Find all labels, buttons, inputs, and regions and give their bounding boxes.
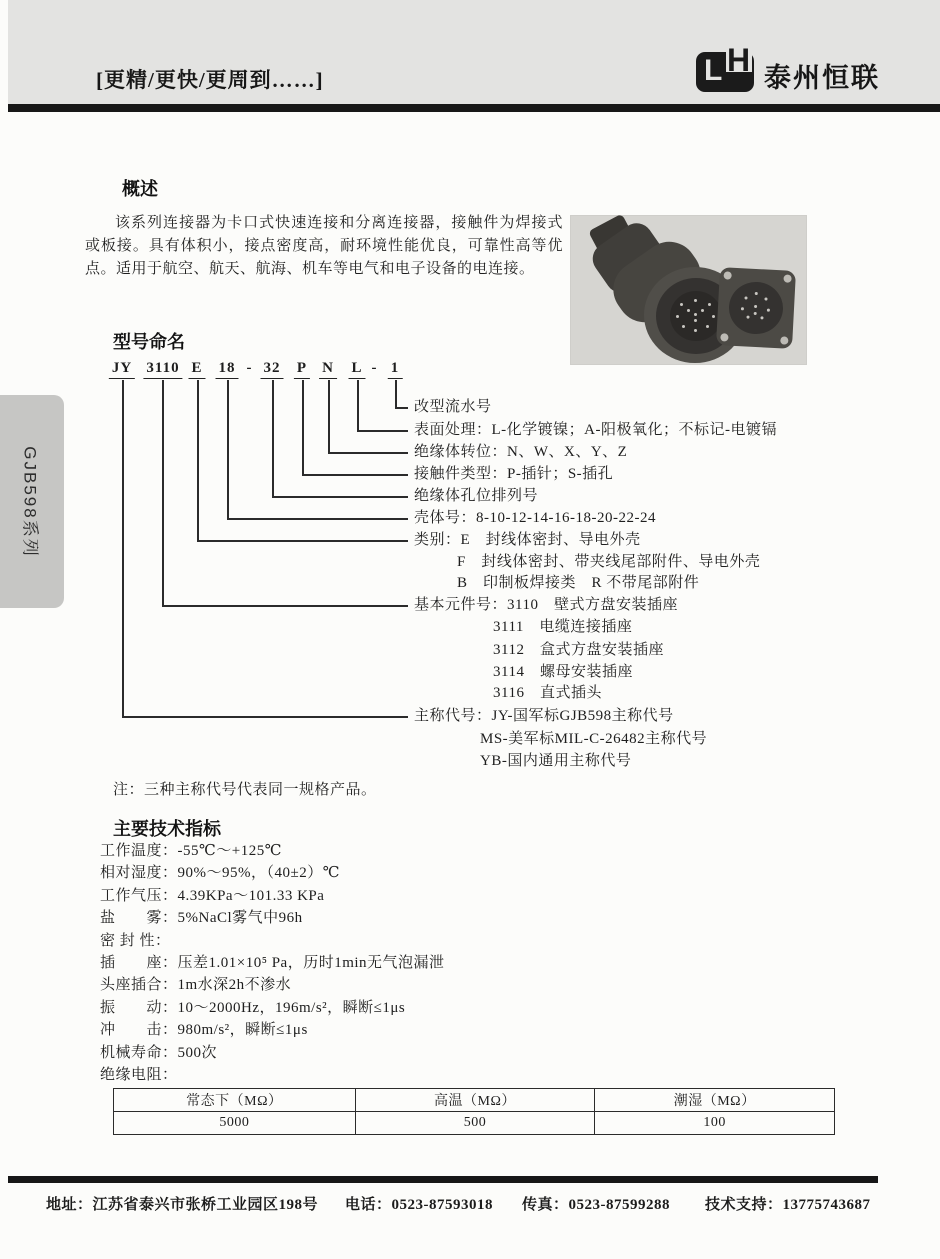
diagram-line bbox=[197, 380, 199, 541]
flange-hole bbox=[720, 333, 728, 341]
diagram-label: 绝缘体孔位排列号 bbox=[414, 488, 539, 504]
footer-address: 地址：江苏省泰兴市张桥工业园区198号 bbox=[46, 1197, 319, 1213]
spec-line: 工作气压：4.39KPa～101.33 KPa bbox=[100, 887, 325, 904]
diagram-label: B 印制板焊接类 R 不带尾部附件 bbox=[457, 575, 700, 591]
diagram-line bbox=[227, 380, 229, 519]
overview-paragraph: 该系列连接器为卡口式快速连接和分离连接器，接触件为焊接式或板接。具有体积小，接点密度高，耐环境性能优良，可靠性高等优点。适用于航空、航天、航海、机车等电气和电子设备的电连接。 bbox=[85, 215, 563, 277]
table-value-cell: 100 bbox=[595, 1112, 835, 1135]
spec-line: 振 动：10～2000Hz，196m/s²，瞬断≤1μs bbox=[100, 999, 406, 1016]
receptacle-face bbox=[728, 281, 785, 336]
series-side-tab bbox=[0, 395, 64, 608]
model-naming-heading: 型号命名 bbox=[113, 332, 185, 352]
spec-line: 工作温度：-55℃～+125℃ bbox=[100, 843, 283, 859]
table-header-cell: 常态下（MΩ） bbox=[114, 1089, 356, 1112]
footer-divider bbox=[8, 1176, 878, 1183]
diagram-line bbox=[357, 380, 359, 431]
overview-heading: 概述 bbox=[122, 179, 158, 199]
flange-hole bbox=[780, 336, 788, 344]
diagram-label: 类别：E 封线体密封、导电外壳 bbox=[414, 532, 641, 548]
table-header-cell: 高温（MΩ） bbox=[355, 1089, 595, 1112]
diagram-label: 3111 电缆连接插座 bbox=[493, 619, 633, 635]
diagram-label: 主称代号：JY-国军标GJB598主称代号 bbox=[414, 708, 674, 724]
model-code-dash: - bbox=[371, 360, 377, 376]
specs-heading: 主要技术指标 bbox=[113, 819, 221, 839]
header-tagline: [更精/更快/更周到……] bbox=[96, 68, 324, 92]
plug-pins bbox=[670, 291, 722, 341]
model-code-token: 1 bbox=[388, 360, 403, 379]
model-code-dash: - bbox=[246, 360, 252, 376]
spec-line: 密 封 性： bbox=[100, 932, 171, 949]
product-photo bbox=[570, 215, 807, 365]
spec-line: 冲 击：980m/s²，瞬断≤1μs bbox=[100, 1022, 308, 1039]
spec-line: 相对湿度：90%～95%，（40±2）℃ bbox=[100, 865, 341, 882]
company-name: 泰州恒联 bbox=[764, 63, 880, 93]
diagram-line bbox=[328, 452, 408, 454]
diagram-line bbox=[357, 430, 408, 432]
diagram-line bbox=[197, 540, 408, 542]
table-value-cell: 5000 bbox=[114, 1112, 356, 1135]
flange-hole bbox=[783, 274, 791, 282]
table-header-cell: 潮湿（MΩ） bbox=[595, 1089, 835, 1112]
diagram-line bbox=[302, 474, 408, 476]
diagram-label: 基本元件号：3110 壁式方盘安装插座 bbox=[414, 597, 678, 613]
diagram-line bbox=[162, 605, 408, 607]
spec-line: 机械寿命：500次 bbox=[100, 1044, 218, 1061]
model-code-token: P bbox=[294, 360, 310, 379]
diagram-line bbox=[122, 380, 124, 717]
spec-line: 插 座：压差1.01×10⁵ Pa，历时1min无气泡漏泄 bbox=[100, 955, 445, 972]
diagram-label: 接触件类型：P-插针；S-插孔 bbox=[414, 466, 614, 482]
diagram-label: MS-美军标MIL-C-26482主称代号 bbox=[480, 731, 708, 747]
diagram-label: 改型流水号 bbox=[414, 399, 492, 415]
receptacle-connector bbox=[716, 267, 796, 349]
diagram-label: 壳体号：8-10-12-14-16-18-20-22-24 bbox=[414, 510, 656, 526]
diagram-line bbox=[395, 407, 408, 409]
diagram-label: 3112 盒式方盘安装插座 bbox=[493, 642, 664, 658]
diagram-label: YB-国内通用主称代号 bbox=[480, 753, 632, 769]
diagram-line bbox=[302, 380, 304, 475]
spec-line: 绝缘电阻： bbox=[100, 1067, 178, 1084]
model-code-token: N bbox=[319, 360, 337, 379]
naming-note: 注：三种主称代号代表同一规格产品。 bbox=[113, 782, 377, 798]
series-side-tab-label: GJB598系列 bbox=[20, 445, 40, 558]
spec-line: 头座插合：1m水深2h不渗水 bbox=[100, 977, 292, 994]
diagram-label: F 封线体密封、带夹线尾部附件、导电外壳 bbox=[457, 554, 761, 570]
footer-phone: 电话：0523-87593018 bbox=[345, 1197, 493, 1213]
diagram-label: 3116 直式插头 bbox=[493, 685, 602, 701]
spec-line: 盐 雾：5%NaCl雾气中96h bbox=[100, 910, 303, 927]
model-code-token: 18 bbox=[216, 360, 239, 379]
company-logo bbox=[696, 42, 940, 98]
insulation-resistance-table bbox=[113, 1088, 835, 1135]
flange-hole bbox=[723, 271, 731, 279]
specs-list bbox=[100, 840, 640, 1086]
logo-letter-h: H bbox=[727, 42, 751, 78]
page-header bbox=[8, 0, 940, 104]
logo-letter-l: L bbox=[704, 54, 723, 87]
footer-support: 技术支持：13775743687 bbox=[705, 1197, 871, 1213]
model-code-token: E bbox=[188, 360, 205, 379]
model-code-token: JY bbox=[109, 360, 135, 379]
model-code-token: 3110 bbox=[143, 360, 182, 379]
diagram-line bbox=[272, 380, 274, 497]
diagram-label: 表面处理：L-化学镀镍；A-阳极氧化；不标记-电镀镉 bbox=[414, 422, 777, 438]
diagram-line bbox=[272, 496, 408, 498]
diagram-line bbox=[395, 380, 397, 408]
diagram-line bbox=[227, 518, 408, 520]
diagram-label: 3114 螺母安装插座 bbox=[493, 664, 633, 680]
diagram-label: 绝缘体转位：N、W、X、Y、Z bbox=[414, 444, 628, 460]
model-code-token: 32 bbox=[261, 360, 284, 379]
header-divider bbox=[8, 104, 940, 112]
footer-fax: 传真：0523-87599288 bbox=[522, 1197, 670, 1213]
table-value-cell: 500 bbox=[355, 1112, 595, 1135]
model-code-token: L bbox=[348, 360, 365, 379]
diagram-line bbox=[122, 716, 408, 718]
diagram-line bbox=[162, 380, 164, 606]
diagram-line bbox=[328, 380, 330, 453]
